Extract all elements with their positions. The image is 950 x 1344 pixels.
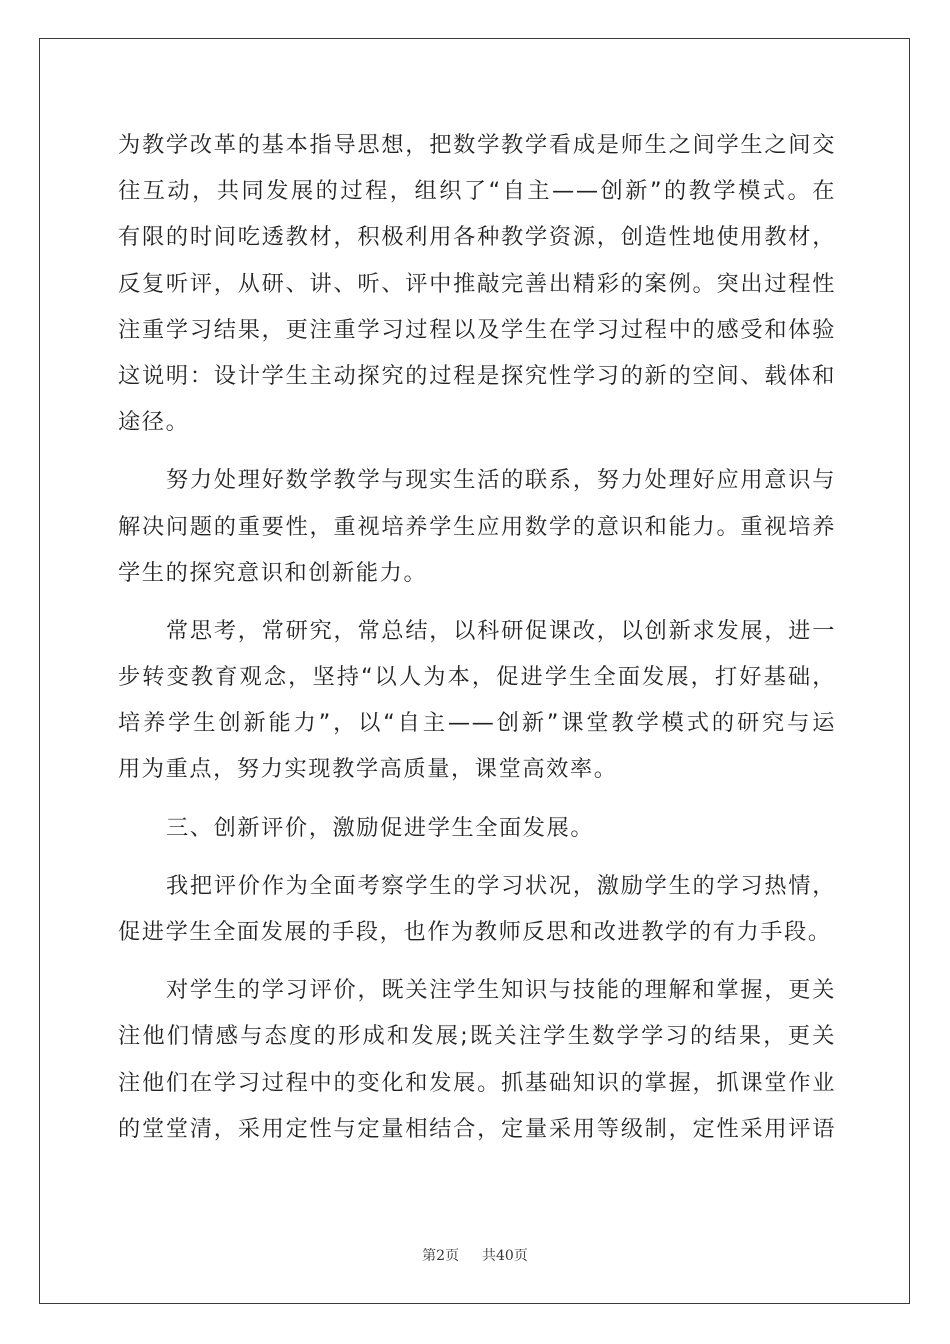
text-line: 步转变教育观念，坚持“以人为本，促进学生全面发展，打好基础，	[118, 664, 836, 691]
text-line: 促进学生全面发展的手段，也作为教师反思和改进教学的有力手段。	[118, 919, 832, 945]
text-line: 注他们在学习过程中的变化和发展。抓基础知识的掌握，抓课堂作业	[118, 1069, 836, 1096]
text-line: 我把评价作为全面考察学生的学习状况，激励学生的学习热情，	[166, 872, 836, 899]
paragraph-4	[118, 863, 836, 955]
text-line: 学生的探究意识和创新能力。	[118, 559, 428, 586]
page-footer	[0, 1245, 950, 1265]
text-line: 途径。	[118, 409, 190, 436]
text-line: 反复听评，从研、讲、听、评中推敲完善出精彩的案例。突出过程性	[118, 270, 836, 297]
text-line: 培养学生创新能力”，以“自主——创新”课堂教学模式的研究与运	[118, 710, 836, 737]
text-line: 的堂堂清，采用定性与定量相结合，定量采用等级制，定性采用评语	[118, 1115, 836, 1142]
text-line: 常思考，常研究，常总结，以科研促课改，以创新求发展，进一	[166, 617, 836, 644]
paragraph-2	[118, 457, 836, 596]
paragraph-3	[118, 608, 836, 793]
section-heading-text: 三、创新评价，激励促进学生全面发展。	[166, 814, 595, 841]
text-line: 这说明：设计学生主动探究的过程是探究性学习的新的空间、载体和	[118, 362, 836, 389]
text-line: 注重学习结果，更注重学习过程以及学生在学习过程中的感受和体验	[118, 316, 836, 343]
page-total: 共40页	[482, 1248, 528, 1264]
paragraph-1	[118, 122, 836, 445]
text-line: 有限的时间吃透教材，积极利用各种教学资源，创造性地使用教材，	[118, 224, 836, 251]
page-number: 第2页	[422, 1248, 460, 1264]
paragraph-5	[118, 967, 836, 1152]
document-body	[118, 122, 836, 1152]
text-line: 注他们情感与态度的形成和发展;既关注学生数学学习的结果，更关	[118, 1023, 836, 1050]
text-line: 解决问题的重要性，重视培养学生应用数学的意识和能力。重视培养	[118, 513, 836, 540]
text-line: 往互动，共同发展的过程，组织了“自主——创新”的教学模式。在	[118, 178, 836, 205]
text-line: 用为重点，努力实现教学高质量，课堂高效率。	[118, 756, 618, 783]
section-heading	[118, 805, 836, 851]
text-line: 为教学改革的基本指导思想，把数学教学看成是师生之间学生之间交	[118, 132, 836, 158]
text-line: 努力处理好数学教学与现实生活的联系，努力处理好应用意识与	[166, 467, 836, 494]
text-line: 对学生的学习评价，既关注学生知识与技能的理解和掌握，更关	[166, 977, 836, 1004]
